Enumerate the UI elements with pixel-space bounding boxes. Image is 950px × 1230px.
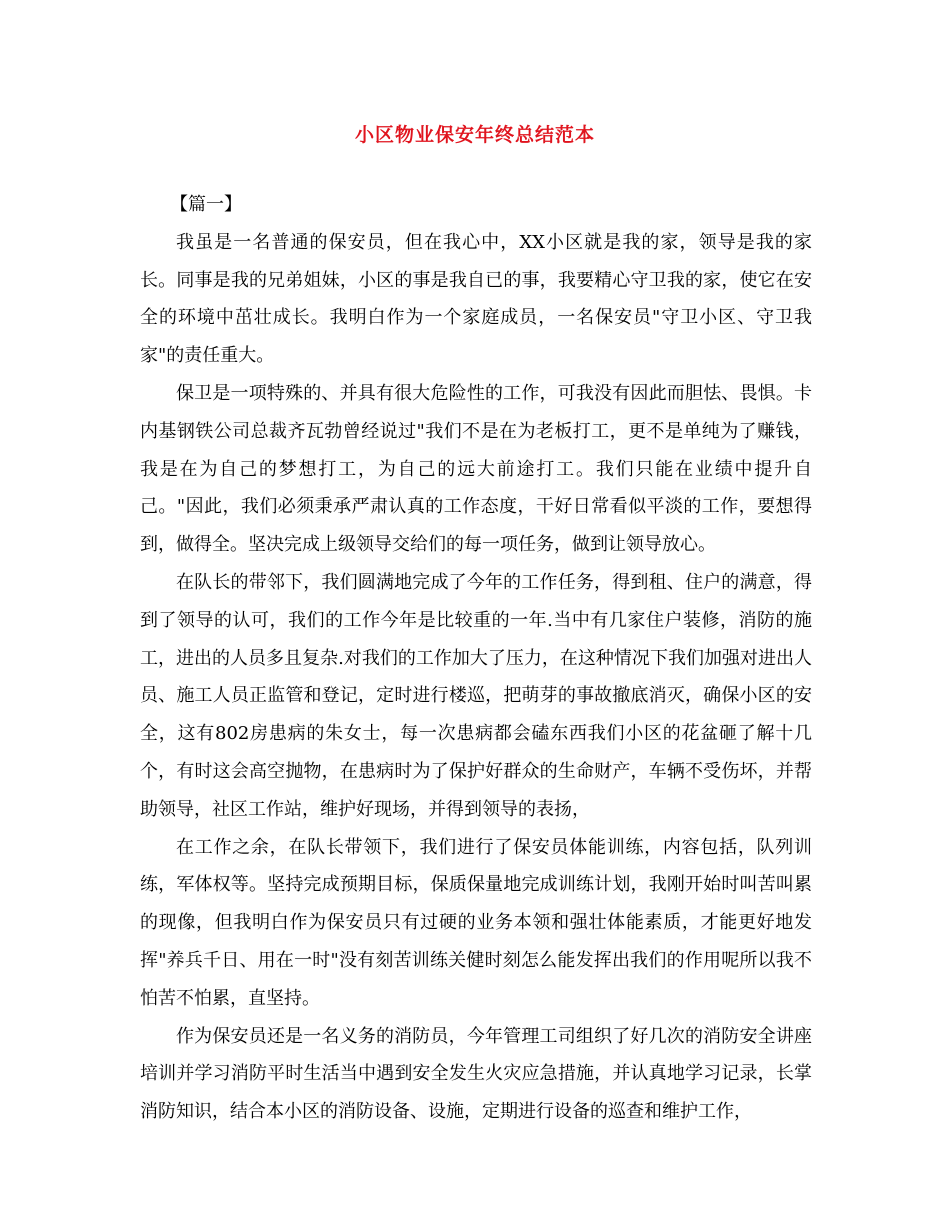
document-title: 小区物业保安年终总结范本: [354, 124, 595, 146]
document-body: [140, 186, 812, 1131]
paragraph-3: 在队长的带邻下，我们圆满地完成了今年的工作任务，得到租、住户的满意，得到了领导的认可，我们的工作今年是比较重的一年.当中有几家住户装修，消防的施工，进出的人员多且复杂.对我们的工作加大了压力，在这种情况下我们加强对进出人员、施工人员正监管和登记，定时进行楼巡，把萌芽的事故撤底消灭，确保小区的安全，这有802房患病的朱女士，每一次患病都会磕东西我们小区的花盆砸了解十几个，有时这会高空抛物，在患病时为了保护好群众的生命财产，车辆不受伤坏，并帮助领导，社区工作站，维护好现场，并得到领导的表扬，: [140, 571, 812, 820]
paragraph-4: 在工作之余，在队长带领下，我们进行了保安员体能训练，内容包括，队列训练，军体权等。坚持完成预期目标，保质保量地完成训练计划，我刚开始时叫苦叫累的现像，但我明白作为保安员只有过硬的业务本领和强壮体能素质，才能更好地发挥"养兵千日、用在一时"没有刻苦训练关健时刻怎么能发挥出我们的作用呢所以我不怕苦不怕累，直坚持。: [140, 836, 812, 1009]
paragraph-2: 保卫是一项特殊的、并具有很大危险性的工作，可我没有因此而胆怯、畏惧。卡内基钢铁公司总裁齐瓦勃曾经说过"我们不是在为老板打工，更不是单纯为了赚钱，我是在为自己的梦想打工，为自己的远大前途打工。我们只能在业绩中提升自己。"因此，我们必须秉承严肃认真的工作态度，干好日常看似平淡的工作，要想得到，做得全。坚决完成上级领导交给们的每一项任务，做到让领导放心。: [140, 382, 812, 556]
section-label: 【篇一】: [170, 194, 242, 215]
paragraph-5: 作为保安员还是一名义务的消防员，今年管理工司组织了好几次的消防安全讲座培训并学习消防平时生活当中遇到安全发生火灾应急措施，并认真地学习记录，长掌消防知识，结合本小区的消防设备、设施，定期进行设备的巡查和维护工作，: [140, 1025, 812, 1123]
paragraph-1: 我虽是一名普通的保安员，但在我心中，XX小区就是我的家，领导是我的家长。同事是我的兄弟姐妹，小区的事是我自已的事，我要精心守卫我的家，使它在安全的环境中茁壮成长。我明白作为一个家庭成员，一名保安员"守卫小区、守卫我家"的责任重大。: [140, 231, 812, 367]
